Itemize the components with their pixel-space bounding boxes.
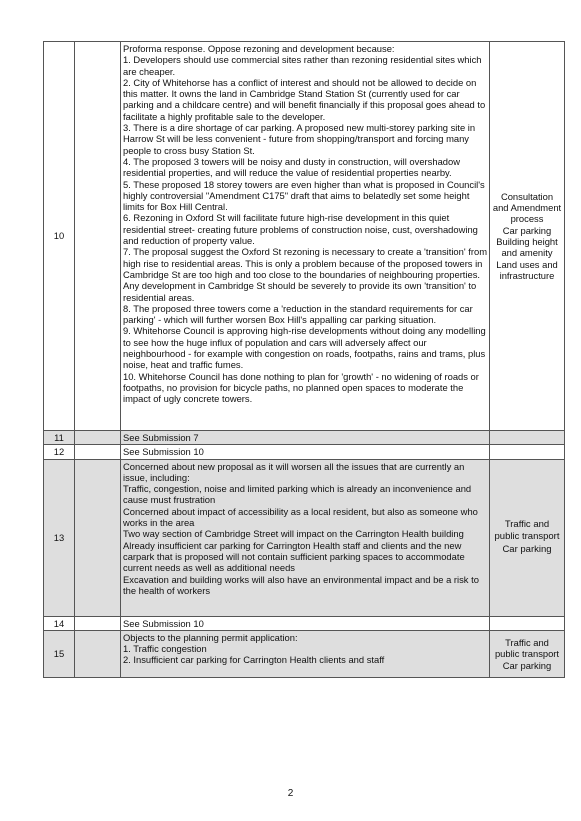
submission-number: 11: [44, 431, 75, 445]
blank-cell: [75, 445, 121, 459]
submission-number: 12: [44, 445, 75, 459]
submission-number: 15: [44, 630, 75, 677]
blank-cell: [75, 616, 121, 630]
text-line: 6. Rezoning in Oxford St will facilitate future high-rise development in this quiet residential street- creating future problems of construction noise, cust, overshadowing and reduction of property value.: [123, 212, 478, 247]
text-line: 10. Whitehorse Council has done nothing to plan for 'growth' - no widening of roads or footpaths, no provision for bicycle paths, no planned open spaces to moderate the impact of ugly concrete towers.: [123, 370, 479, 405]
issue-label: Land uses and infrastructure: [496, 258, 558, 281]
text-line: See Submission 7: [123, 432, 199, 443]
issue-categories: [490, 616, 565, 630]
issue-label: Car parking: [502, 659, 552, 671]
issue-label: Building height and amenity: [496, 236, 558, 259]
table-row: [44, 42, 565, 431]
text-line: 1. Developers should use commercial sites rather than rezoning residential sites which are cheaper.: [123, 54, 482, 77]
text-line: Objects to the planning permit application:: [123, 631, 298, 643]
text-line: Concerned about impact of accessibility as a local resident, but also as someone who works in the area: [123, 505, 478, 529]
text-line: 3. There is a dire shortage of car parking. A proposed new multi-storey parking site in Harrow St will be less convenient - future from shopping/transport and forcing many people to cross busy Station St.: [123, 122, 476, 156]
text-line: Proforma response. Oppose rezoning and development because:: [123, 43, 395, 54]
submission-text: [121, 445, 490, 459]
submission-text: [121, 459, 490, 616]
blank-cell: [75, 431, 121, 445]
submission-text: [121, 431, 490, 445]
submission-text: [121, 42, 490, 431]
table-row: [44, 616, 565, 630]
text-line: 2. City of Whitehorse has a conflict of interest and should not be allowed to decide on this matter. It owns the land in Cambridge Stand Station St (currently used for car parking and a childcare centre) and will benefit financially if this proposal goes ahead to facilitate a highly profitable sale to the developer.: [123, 76, 486, 122]
submission-text: [121, 616, 490, 630]
issue-label: Traffic and public transport: [494, 518, 560, 543]
submissions-table: [43, 41, 565, 678]
blank-cell: [75, 459, 121, 616]
issue-categories: [490, 445, 565, 459]
text-line: 4. The proposed 3 towers will be noisy and dusty in construction, will overshadow residential properties, and will reduce the value of residential properties nearby.: [123, 155, 460, 179]
table-row: [44, 630, 565, 677]
issue-categories: [490, 431, 565, 445]
submission-text: [121, 630, 490, 677]
text-line: See Submission 10: [123, 446, 204, 458]
text-line: Concerned about new proposal as it will worsen all the issues that are currently an issue, including:: [123, 460, 465, 483]
issue-label: Consultation and Amendment process: [492, 190, 562, 225]
issue-categories: [490, 630, 565, 677]
submission-number: 14: [44, 616, 75, 630]
text-line: 8. The proposed three towers come a 'reduction in the standard requirements for car parking' - which will further worsen Box Hill's appalling car parking situation.: [123, 302, 473, 326]
table-row: [44, 431, 565, 445]
issue-label: Traffic and public transport: [494, 636, 560, 660]
text-line: Two way section of Cambridge Street will impact on the Carrington Health building: [123, 528, 464, 540]
submission-number: 13: [44, 459, 75, 616]
text-line: 5. These proposed 18 storey towers are even higher than what is proposed in Council's highly controversial "Amendment C175" draft that aims to belatedly set some height limits for Box Hill Central.: [123, 178, 485, 213]
table-row: [44, 445, 565, 459]
text-line: 2. Insufficient car parking for Carrington Health clients and staff: [123, 654, 385, 666]
table-row: [44, 459, 565, 616]
text-line: Excavation and building works will also have an environmental impact and be a risk to the health of workers: [123, 573, 479, 596]
text-line: Traffic, congestion, noise and limited parking which is already an inconvenience and cause must frustration: [123, 483, 472, 506]
page-number: 2: [287, 788, 294, 799]
text-line: 9. Whitehorse Council is approving high-rise developments without doing any modelling to see how the huge influx of population and cars will adversely affect our neighbourhood - for example with congestion on roads, footpaths, rains and trams, plus noise, heat and traffic fumes.: [123, 325, 486, 371]
text-line: Already insufficient car parking for Carrington Health staff and clients and the new carpark that is proposed will not contain sufficient parking spaces to accommodate current needs as well as additional needs: [123, 539, 465, 574]
issue-label: Car parking: [502, 224, 552, 236]
blank-cell: [75, 630, 121, 677]
text-line: 7. The proposal suggest the Oxford St rezoning is necessary to create a 'transition' from high rise to residential areas. This is only a problem because of the proposed towers in Cambridge St are too high and too close to the boundaries of neighbouring properties. Any development in Cambridge St should be severely to provide its own 'transition' to residential areas.: [123, 246, 488, 303]
text-line: See Submission 10: [123, 617, 204, 629]
blank-cell: [75, 42, 121, 431]
issue-label: Car parking: [502, 543, 552, 555]
issue-categories: [490, 42, 565, 431]
submission-number: 10: [44, 42, 75, 431]
issue-categories: [490, 459, 565, 616]
text-line: 1. Traffic congestion: [123, 643, 207, 655]
